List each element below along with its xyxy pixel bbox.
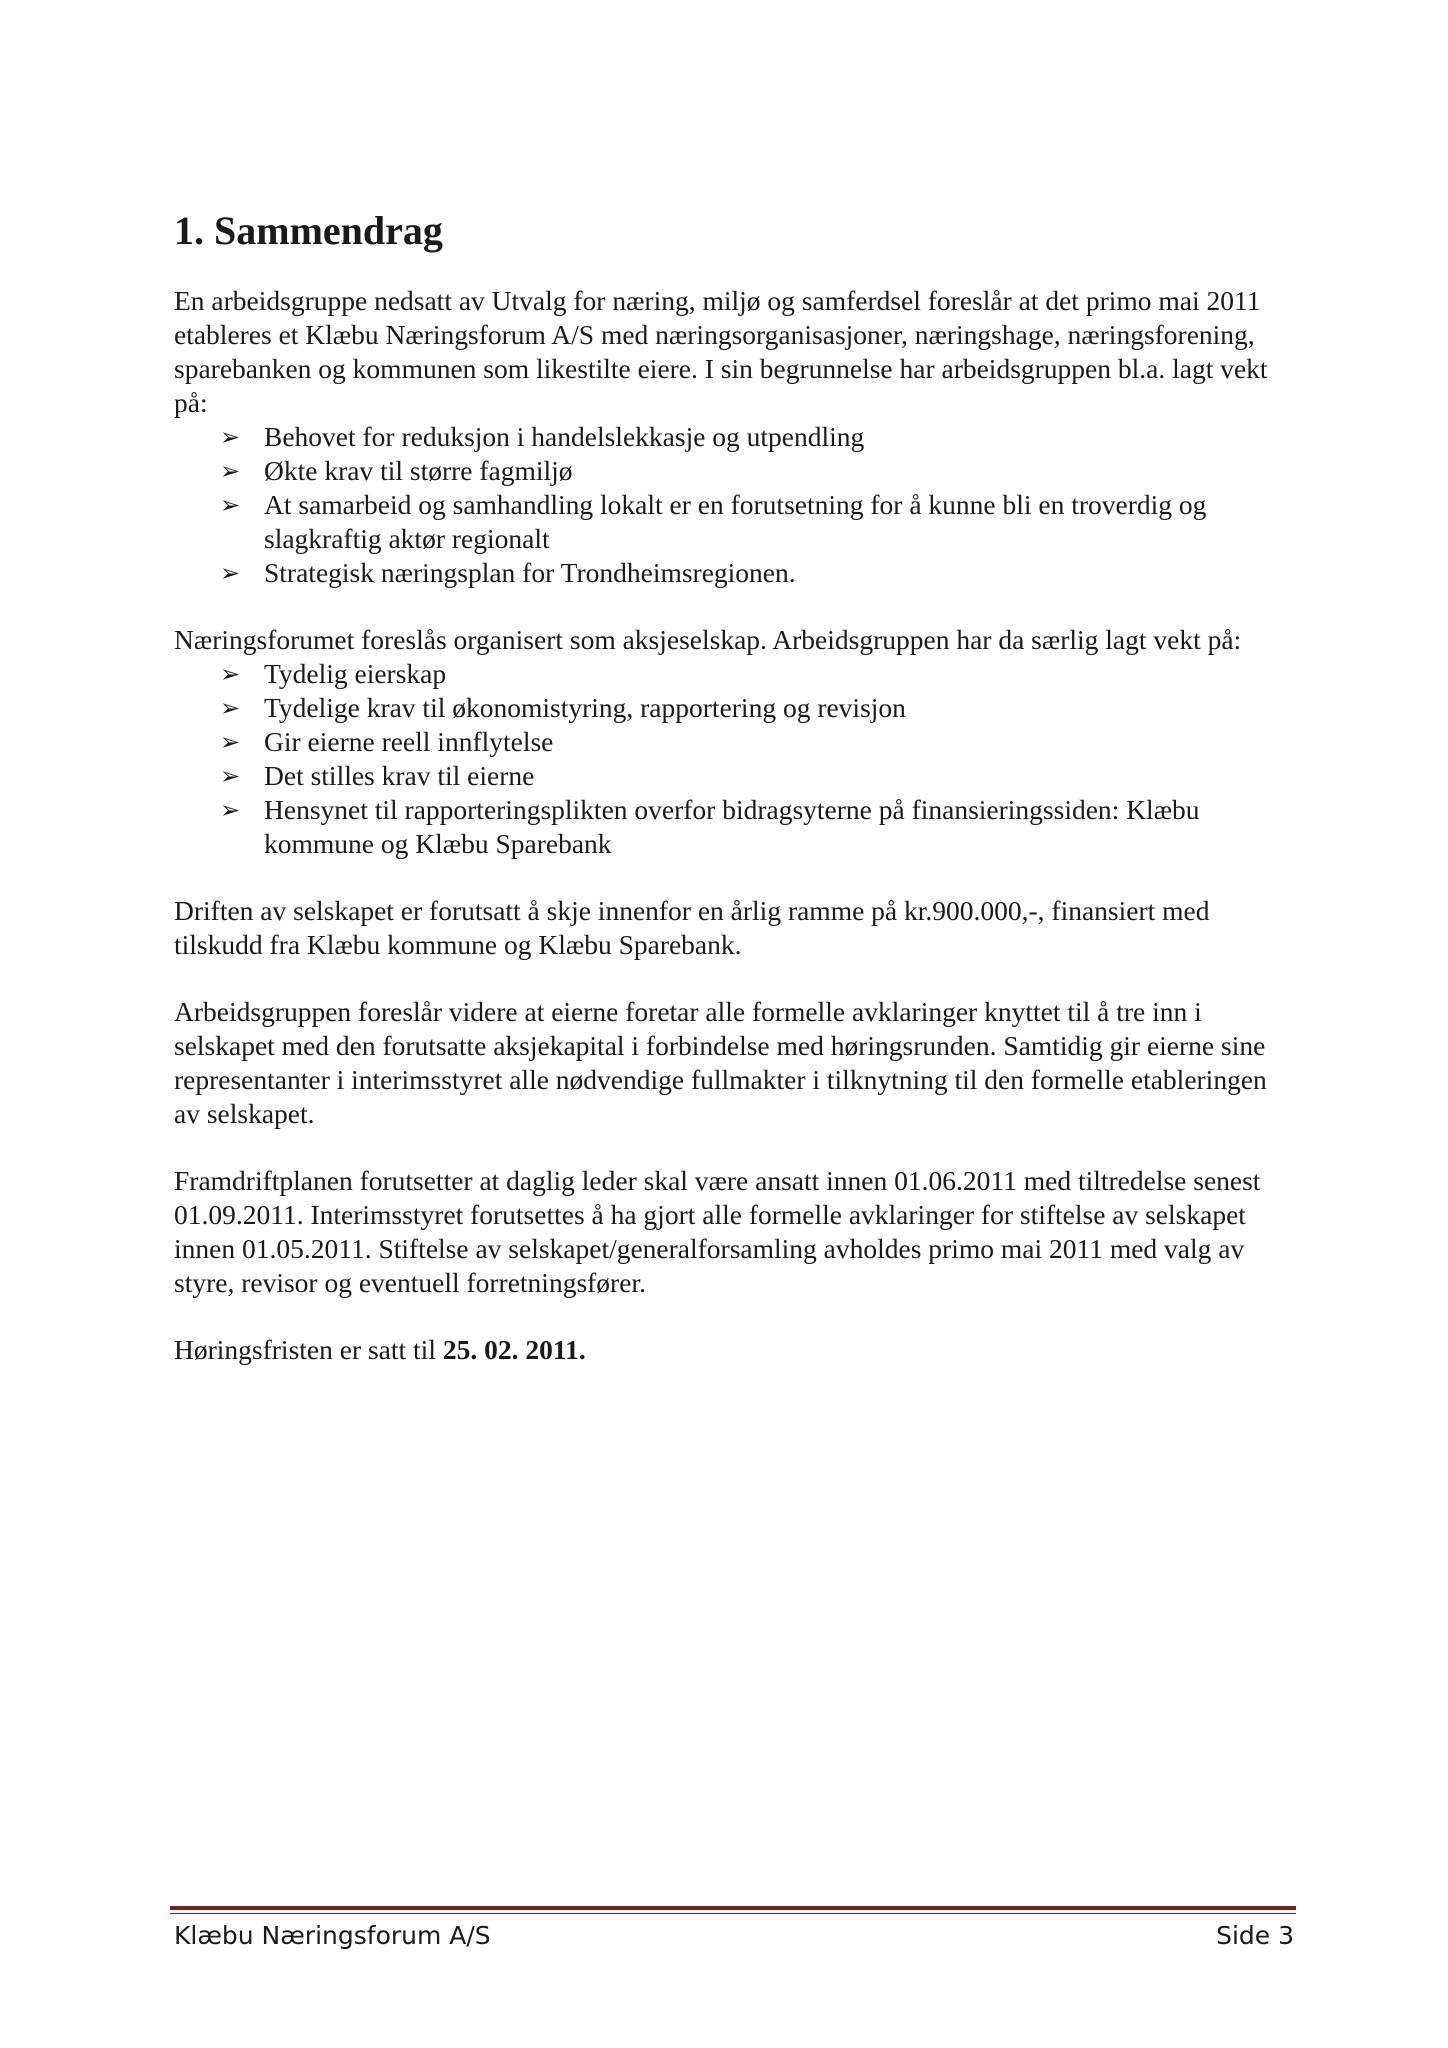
list-item: ➢ Det stilles krav til eierne [220, 760, 535, 791]
intro-paragraph: En arbeidsgruppe nedsatt av Utvalg for næring, miljø og samferdsel foreslår at det primo mai 2011 etableres et Klæbu Næringsforum A/S med næringsorganisasjoner, næringshage, næringsforening, sparebanken og kommunen som likestilte eiere. I sin begrunnelse har arbeidsgruppen bl.a. lagt vekt på: [174, 285, 1268, 418]
page-footer [174, 1918, 1294, 1954]
arrow-bullet-icon: ➢ [220, 796, 241, 824]
schedule-paragraph: Framdriftplanen forutsetter at daglig leder skal være ansatt innen 01.06.2011 med tiltredelse senest 01.09.2011. Interimsstyret forutsettes å ha gjort alle formelle avklaringer for stiftelse av selskapet innen 01.05.2011. Stiftelse av selskapet/generalforsamling avholdes primo mai 2011 med valg av styre, revisor og eventuell forretningsfører. [174, 1165, 1261, 1298]
list-item: ➢ Strategisk næringsplan for Trondheimsregionen. [220, 557, 796, 588]
deadline-date: 25. 02. 2011. [442, 1334, 586, 1365]
organisation-list [174, 657, 1298, 861]
emphasis-list [174, 420, 1298, 590]
list-item: ➢ Behovet for reduksjon i handelslekkasje og utpendling [220, 421, 865, 452]
arrow-bullet-icon: ➢ [220, 491, 241, 519]
arrow-bullet-icon: ➢ [220, 457, 241, 485]
page-number: Side 3 [1216, 1921, 1294, 1950]
page-title: 1. Sammendrag [174, 208, 443, 253]
arrow-bullet-icon: ➢ [220, 728, 241, 756]
list-item: ➢ Økte krav til større fagmiljø [220, 455, 573, 486]
list-item: ➢ At samarbeid og samhandling lokalt er en forutsetning for å kunne bli en troverdig og slagkraftig aktør regionalt [220, 489, 1207, 554]
footer-divider-thin [170, 1913, 1296, 1914]
arrow-bullet-icon: ➢ [220, 694, 241, 722]
clarifications-paragraph: Arbeidsgruppen foreslår videre at eierne foretar alle formelle avklaringer knyttet til å tre inn i selskapet med den forutsatte aksjekapital i forbindelse med høringsrunden. Samtidig gir eierne sine representanter i interimsstyret alle nødvendige fullmakter i tilknytning til den formelle etableringen av selskapet. [174, 996, 1267, 1129]
list-item: ➢ Hensynet til rapporteringsplikten overfor bidragsyterne på finansieringssiden: Klæbu kommune og Klæbu Sparebank [220, 794, 1200, 859]
document-body [174, 284, 1298, 1367]
list-item: ➢ Gir eierne reell innflytelse [220, 726, 554, 757]
funding-paragraph: Driften av selskapet er forutsatt å skje innenfor en årlig ramme på kr.900.000,-, finansiert med tilskudd fra Klæbu kommune og Klæbu Sparebank. [174, 895, 1210, 960]
organisation-paragraph: Næringsforumet foreslås organisert som aksjeselskap. Arbeidsgruppen har da særlig lagt vekt på: [174, 624, 1242, 655]
arrow-bullet-icon: ➢ [220, 423, 241, 451]
footer-company: Klæbu Næringsforum A/S [174, 1921, 491, 1950]
deadline-paragraph: Høringsfristen er satt til 25. 02. 2011. [174, 1334, 586, 1365]
arrow-bullet-icon: ➢ [220, 660, 241, 688]
list-item: ➢ Tydelig eierskap [220, 658, 447, 689]
arrow-bullet-icon: ➢ [220, 559, 241, 587]
footer-divider [170, 1906, 1296, 1910]
list-item: ➢ Tydelige krav til økonomistyring, rapportering og revisjon [220, 692, 906, 723]
arrow-bullet-icon: ➢ [220, 762, 241, 790]
